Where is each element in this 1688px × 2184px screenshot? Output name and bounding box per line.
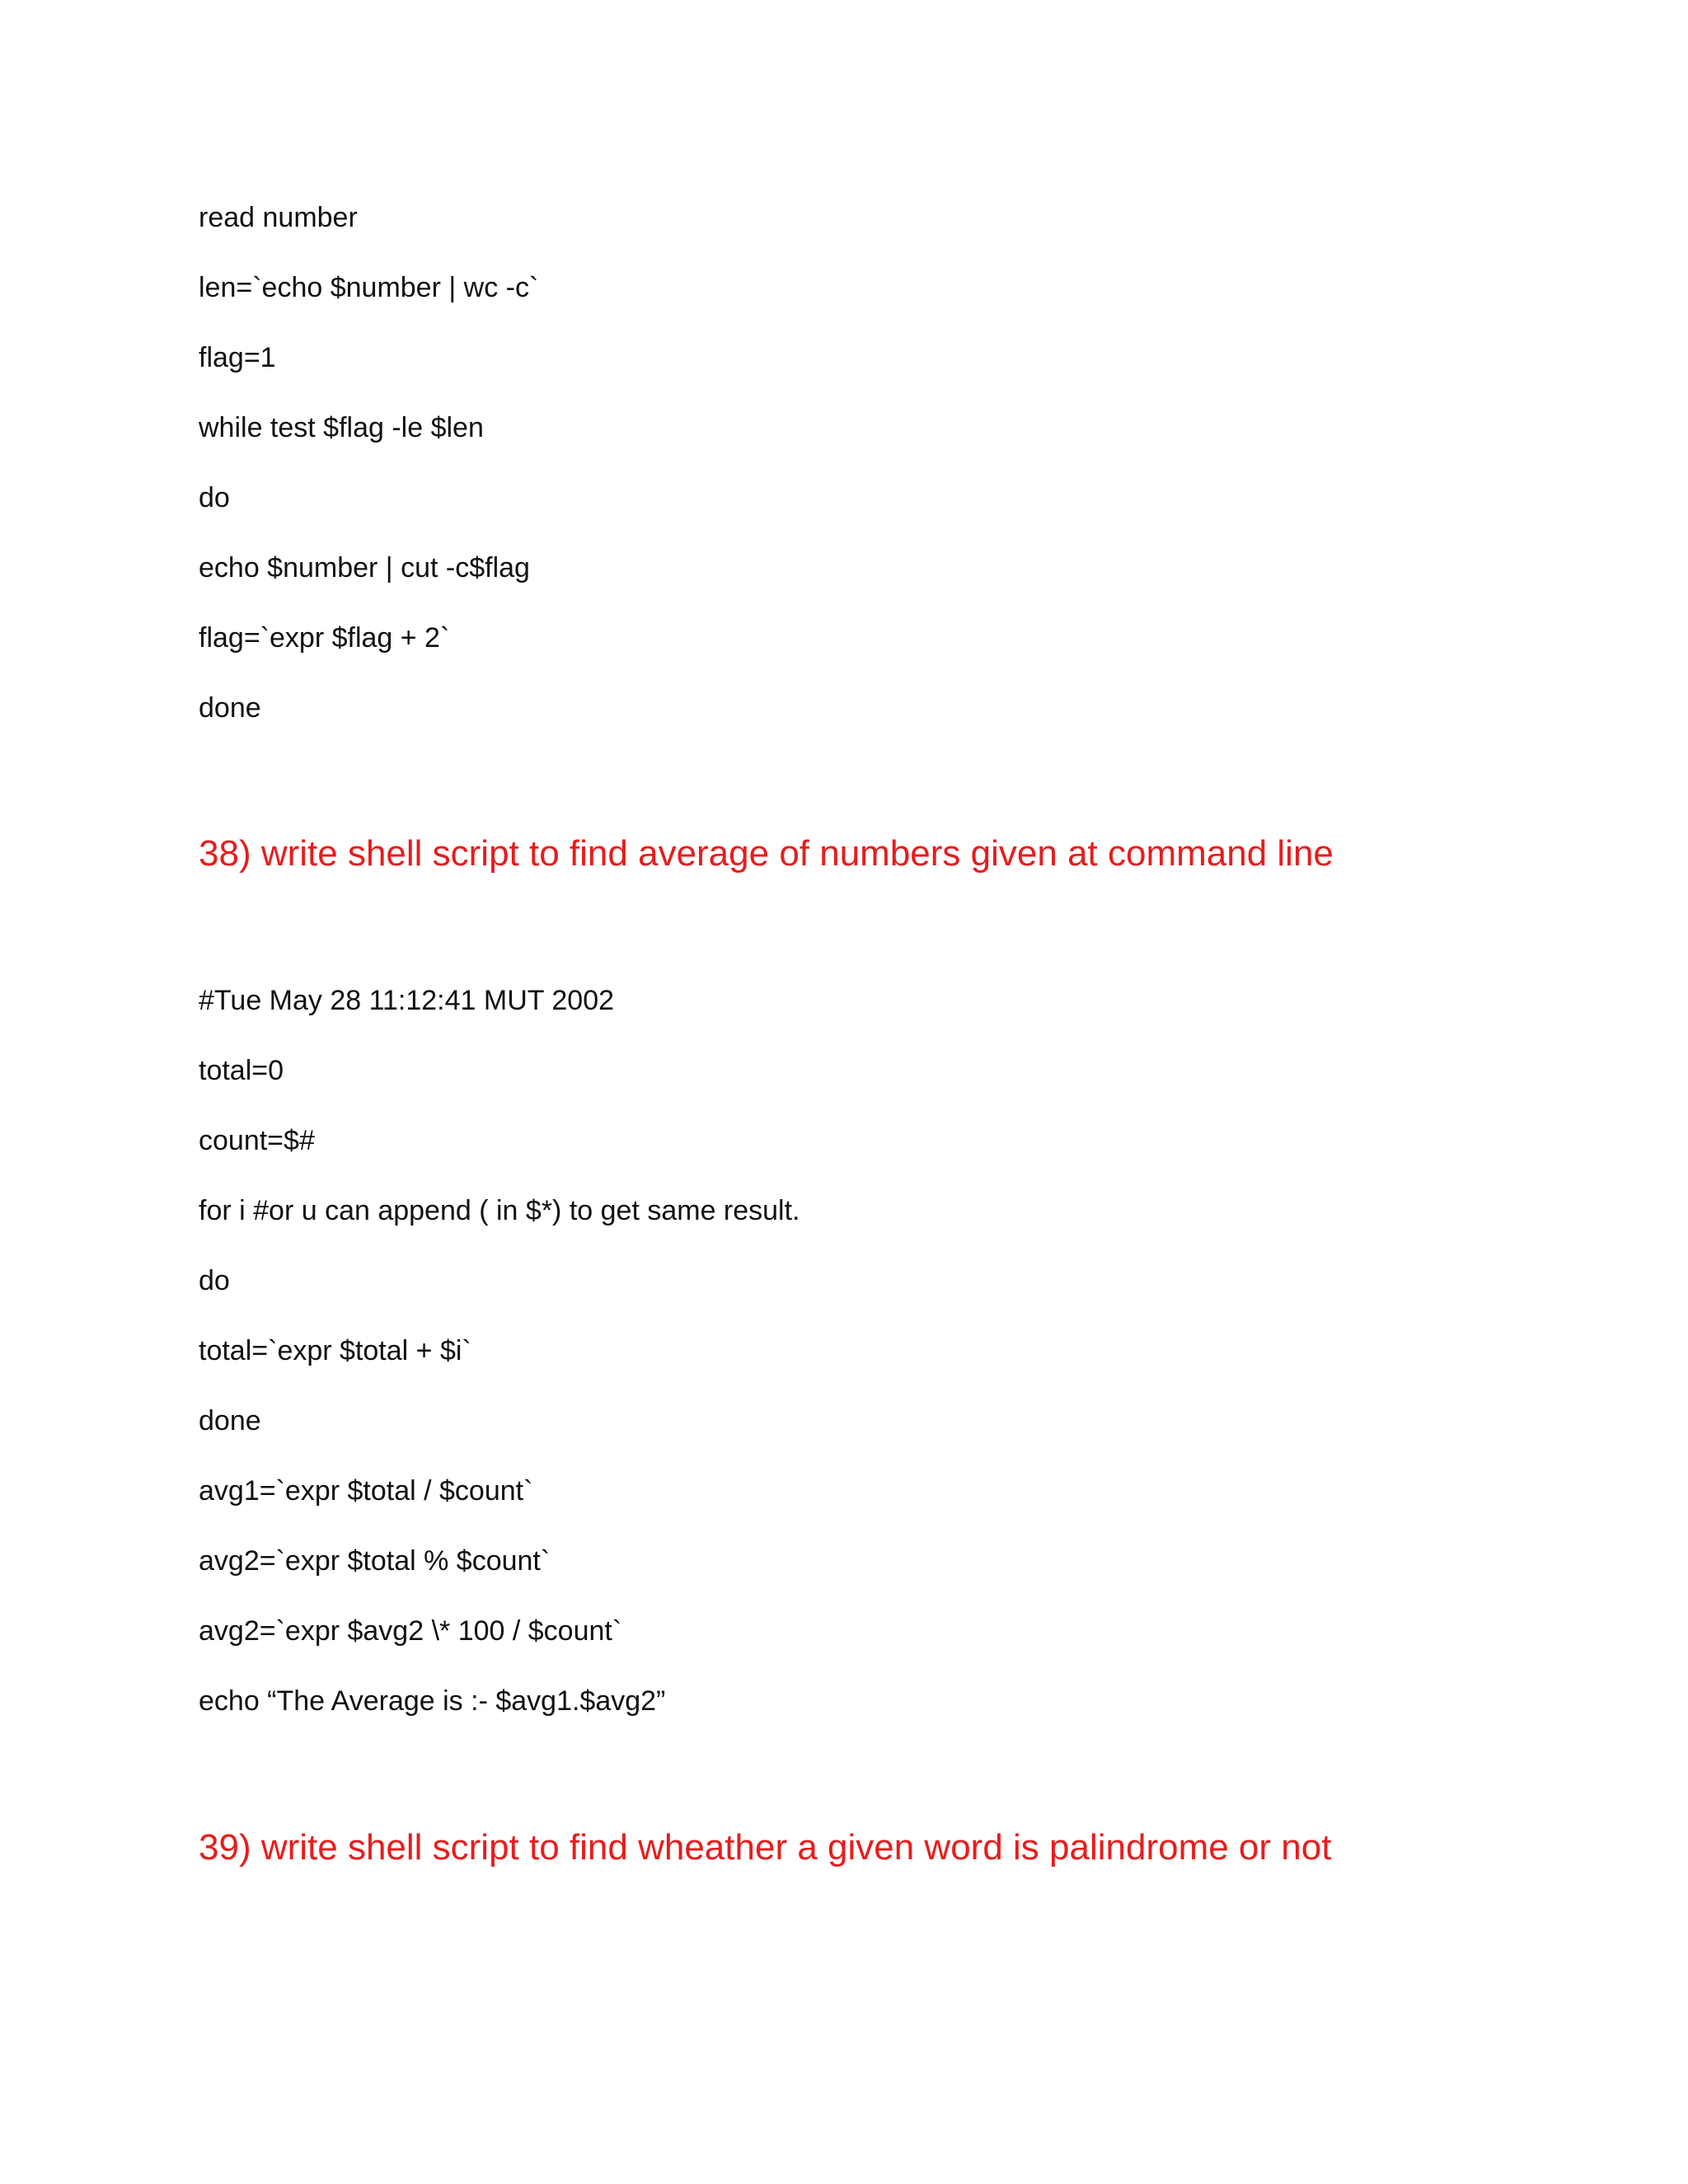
code-line-comment-date: #Tue May 28 11:12:41 MUT 2002 bbox=[199, 985, 615, 1016]
code-line-while: while test $flag -le $len bbox=[199, 412, 484, 443]
code-line-total-sum: total=`expr $total + $i` bbox=[199, 1335, 471, 1366]
code-line-do: do bbox=[199, 482, 230, 513]
section-38-heading: 38) write shell script to find average of numbers given at command line bbox=[199, 833, 1334, 874]
code-line-avg1: avg1=`expr $total / $count` bbox=[199, 1475, 533, 1507]
code-line-done: done bbox=[199, 1405, 261, 1436]
code-line-len: len=`echo $number | wc -c` bbox=[199, 272, 539, 303]
code-line-flag-increment: flag=`expr $flag + 2` bbox=[199, 622, 450, 654]
code-line-avg2-scale: avg2=`expr $avg2 \* 100 / $count` bbox=[199, 1615, 622, 1647]
code-line-total-init: total=0 bbox=[199, 1055, 284, 1086]
code-line-echo-cut: echo $number | cut -c$flag bbox=[199, 552, 530, 583]
section-39-heading: 39) write shell script to find wheather a given word is palindrome or not bbox=[199, 1827, 1332, 1868]
code-line-flag-init: flag=1 bbox=[199, 342, 276, 373]
code-line-avg2-mod: avg2=`expr $total % $count` bbox=[199, 1545, 551, 1577]
code-line-for: for i #or u can append ( in $*) to get same result. bbox=[199, 1195, 800, 1226]
code-line-echo-average: echo “The Average is :- $avg1.$avg2” bbox=[199, 1685, 666, 1717]
code-line-do: do bbox=[199, 1265, 230, 1296]
code-line-count: count=$# bbox=[199, 1125, 315, 1156]
code-line-done: done bbox=[199, 692, 261, 724]
code-line-read-number: read number bbox=[199, 202, 358, 233]
